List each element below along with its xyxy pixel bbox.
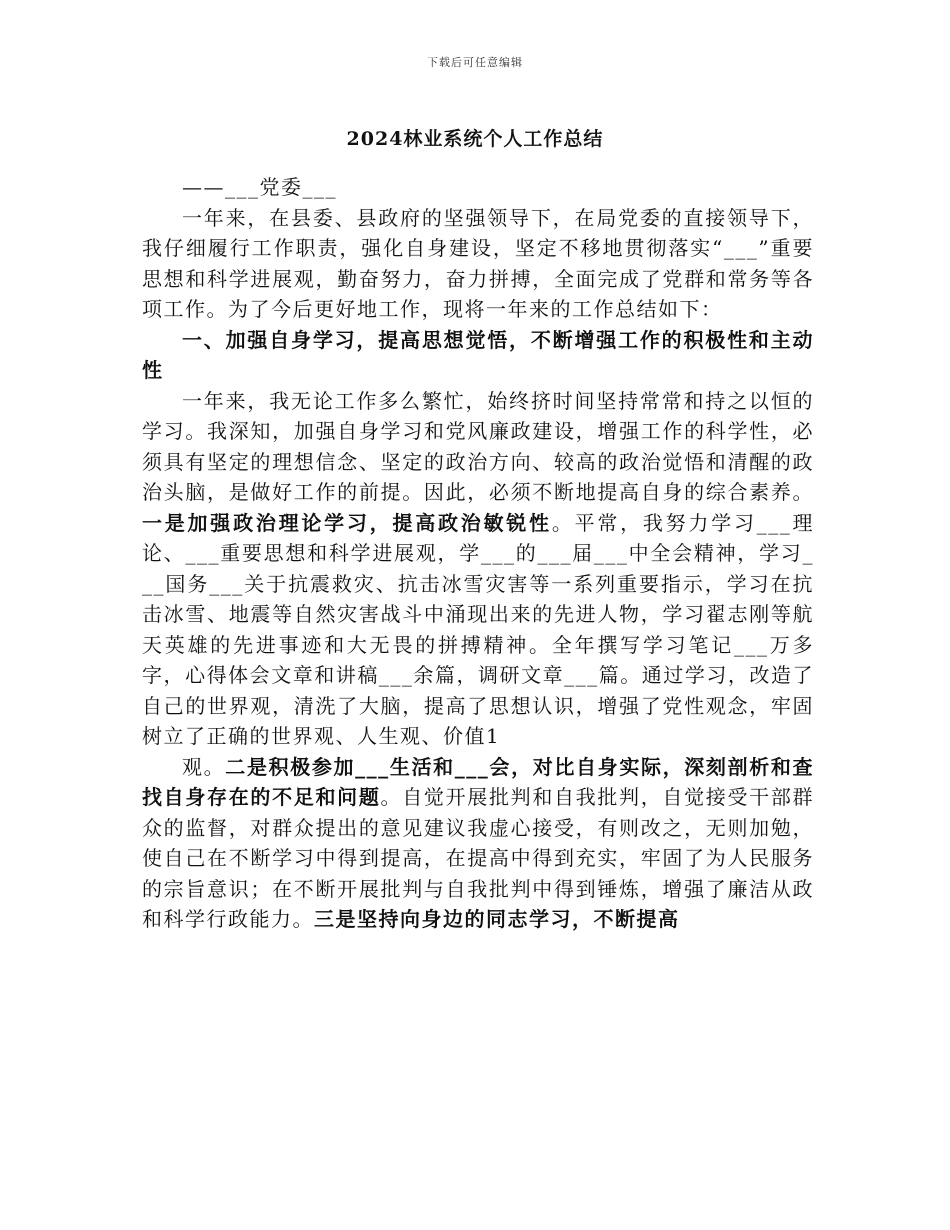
paragraph-criticism-bold-2: 三是坚持向身边的同志学习，不断提高 (314, 907, 680, 931)
section-heading-1: 一、加强自身学习，提高思想觉悟，不断增强工作的积极性和主动性 (142, 327, 814, 382)
paragraph-criticism-bold-1: 二是积极参加___生活和___会，对比自身实际，深刻剖析和查找自身存在的不足和问题 (142, 754, 815, 809)
paragraph-intro: 一年来，在县委、县政府的坚强领导下，在局党委的直接领导下，我仔细履行工作职责，强化自身建设，坚定不移地贯彻落实“___”重要思想和科学进展观，勤奋努力，奋力拼搏，全面完成了党群和常务等各项工作。为了今后更好地工作，现将一年来的工作总结如下： (142, 205, 814, 321)
paragraph-criticism-text-a: 观。 (182, 754, 226, 779)
document-title: 2024林业系统个人工作总结 (346, 128, 604, 150)
document-body (142, 172, 814, 935)
paragraph-study (142, 386, 814, 752)
header-note: 下载后可任意编辑 (427, 56, 523, 69)
paragraph-criticism (142, 752, 814, 935)
subtitle-line: ——___党委___ (182, 175, 337, 199)
paragraph-study-bold: 一是加强政治理论学习，提高政治敏锐性 (142, 510, 552, 535)
paragraph-criticism-text-b: 。自觉开展批判和自我批判，自觉接受干部群众的监督，对群众提出的意见建议我虚心接受，有则改之，无则加勉，使自己在不断学习中得到提高，在提高中得到充实，牢固了为人民服务的宗旨意识；在不断开展批判与自我批判中得到锤炼，增强了廉洁从政和科学行政能力。 (142, 785, 815, 931)
page-number: 1 (486, 724, 501, 748)
paragraph-study-text-b: 。平常，我努力学习___理论、___重要思想和科学进展观，学___的___届___中全会精神，学习___国务___关于抗震救灾、抗击冰雪灾害等一系列重要指示，学习在抗击冰雪、地震等自然灾害战斗中涌现出来的先进人物，学习翟志刚等航天英雄的先进事迹和大无畏的拼搏精神。全年撰写学习笔记___万多字，心得体会文章和讲稿___余篇，调研文章___篇。通过学习，改造了自己的世界观，清洗了大脑，提高了思想认识，增强了党性观念，牢固树立了正确的世界观、人生观、价值 (142, 510, 815, 748)
paragraph-study-text-a: 一年来，我无论工作多么繁忙，始终挤时间坚持常常和持之以恒的学习。我深知，加强自身学习和党风廉政建设，增强工作的科学性，必须具有坚定的理想信念、坚定的政治方向、较高的政治觉悟和清醒的政治头脑，是做好工作的前提。因此，必须不断地提高自身的综合素养。 (142, 388, 814, 504)
